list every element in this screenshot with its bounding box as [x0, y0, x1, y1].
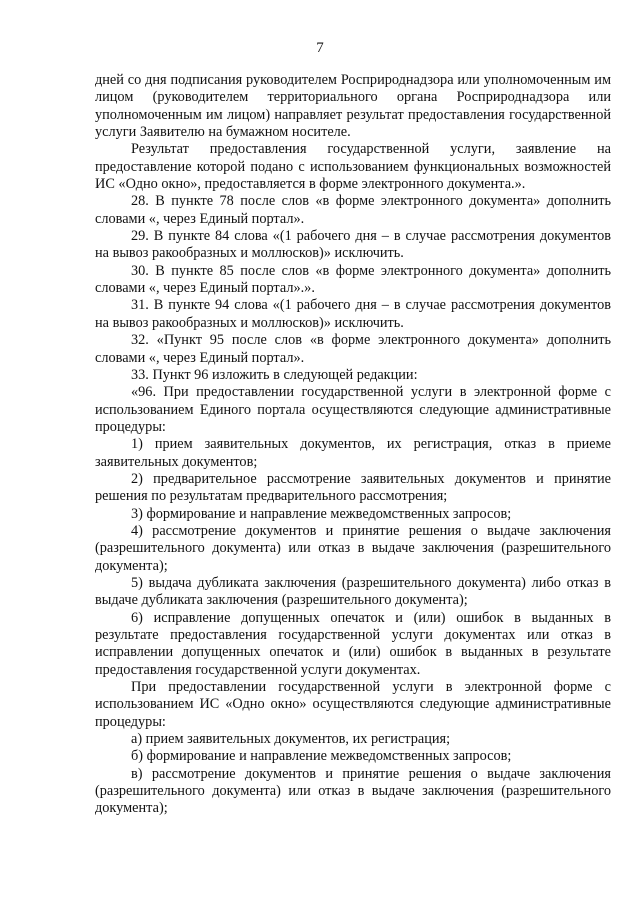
paragraph: в) рассмотрение документов и принятие решения о выдаче заключения (разрешительного документа) или отказ в выдаче заключения (разрешительного документа); — [95, 765, 611, 817]
paragraph: При предоставлении государственной услуги в электронной форме с использованием ИС «Одно окно» осуществляются следующие административные процедуры: — [95, 679, 611, 730]
paragraph: 33. Пункт 96 изложить в следующей редакции: — [131, 366, 418, 383]
paragraph: «96. При предоставлении государственной услуги в электронной форме с использованием Единого портала осуществляются следующие административные процедуры: — [95, 384, 611, 435]
paragraph: 6) исправление допущенных опечаток и (или) ошибок в выданных в результате предоставления государственной услуги документах или отказ в исправлении допущенных опечаток и (или) ошибок в выданных в результате предоставления государственной услуги документах. — [95, 609, 611, 678]
paragraph: 1) прием заявительных документов, их регистрация, отказ в приеме заявительных документов; — [95, 436, 611, 470]
paragraph: 30. В пункте 85 после слов «в форме электронного документа» дополнить словами «, через Единый портал».». — [95, 262, 611, 297]
paragraph: Результат предоставления государственной услуги, заявление на предоставление которой подано с использованием функциональных возможностей ИС «Одно окно», предоставляется в форме электронного документа.». — [95, 141, 611, 193]
paragraph: 5) выдача дубликата заключения (разрешительного документа) либо отказ в выдаче дубликата заключения (разрешительного документа); — [95, 574, 611, 609]
paragraph: 4) рассмотрение документов и принятие решения о выдаче заключения (разрешительного документа) или отказ в выдаче заключения (разрешительного документа); — [95, 522, 611, 574]
paragraph: 32. «Пункт 95 после слов «в форме электронного документа» дополнить словами «, через Единый портал». — [95, 332, 611, 366]
paragraph: 2) предварительное рассмотрение заявительных документов и принятие решения по результатам предварительного рассмотрения; — [95, 470, 611, 505]
paragraph: 31. В пункте 94 слова «(1 рабочего дня – в случае рассмотрения документов на вывоз ракообразных и моллюсков)» исключить. — [95, 297, 611, 331]
paragraph: 29. В пункте 84 слова «(1 рабочего дня – в случае рассмотрения документов на вывоз ракообразных и моллюсков)» исключить. — [95, 228, 611, 262]
document-body — [95, 72, 611, 818]
paragraph: 28. В пункте 78 после слов «в форме электронного документа» дополнить словами «, через Единый портал». — [95, 193, 611, 227]
paragraph: б) формирование и направление межведомственных запросов; — [131, 748, 512, 765]
paragraph: дней со дня подписания руководителем Росприроднадзора или уполномоченным им лицом (руководителем территориального органа Росприроднадзора или уполномоченным им лицом) направляет результат предоставления государственной услуги Заявителю на бумажном носителе. — [95, 72, 611, 141]
paragraph: а) прием заявительных документов, их регистрация; — [131, 731, 451, 748]
page-number: 7 — [316, 40, 324, 56]
paragraph: 3) формирование и направление межведомственных запросов; — [131, 505, 512, 522]
